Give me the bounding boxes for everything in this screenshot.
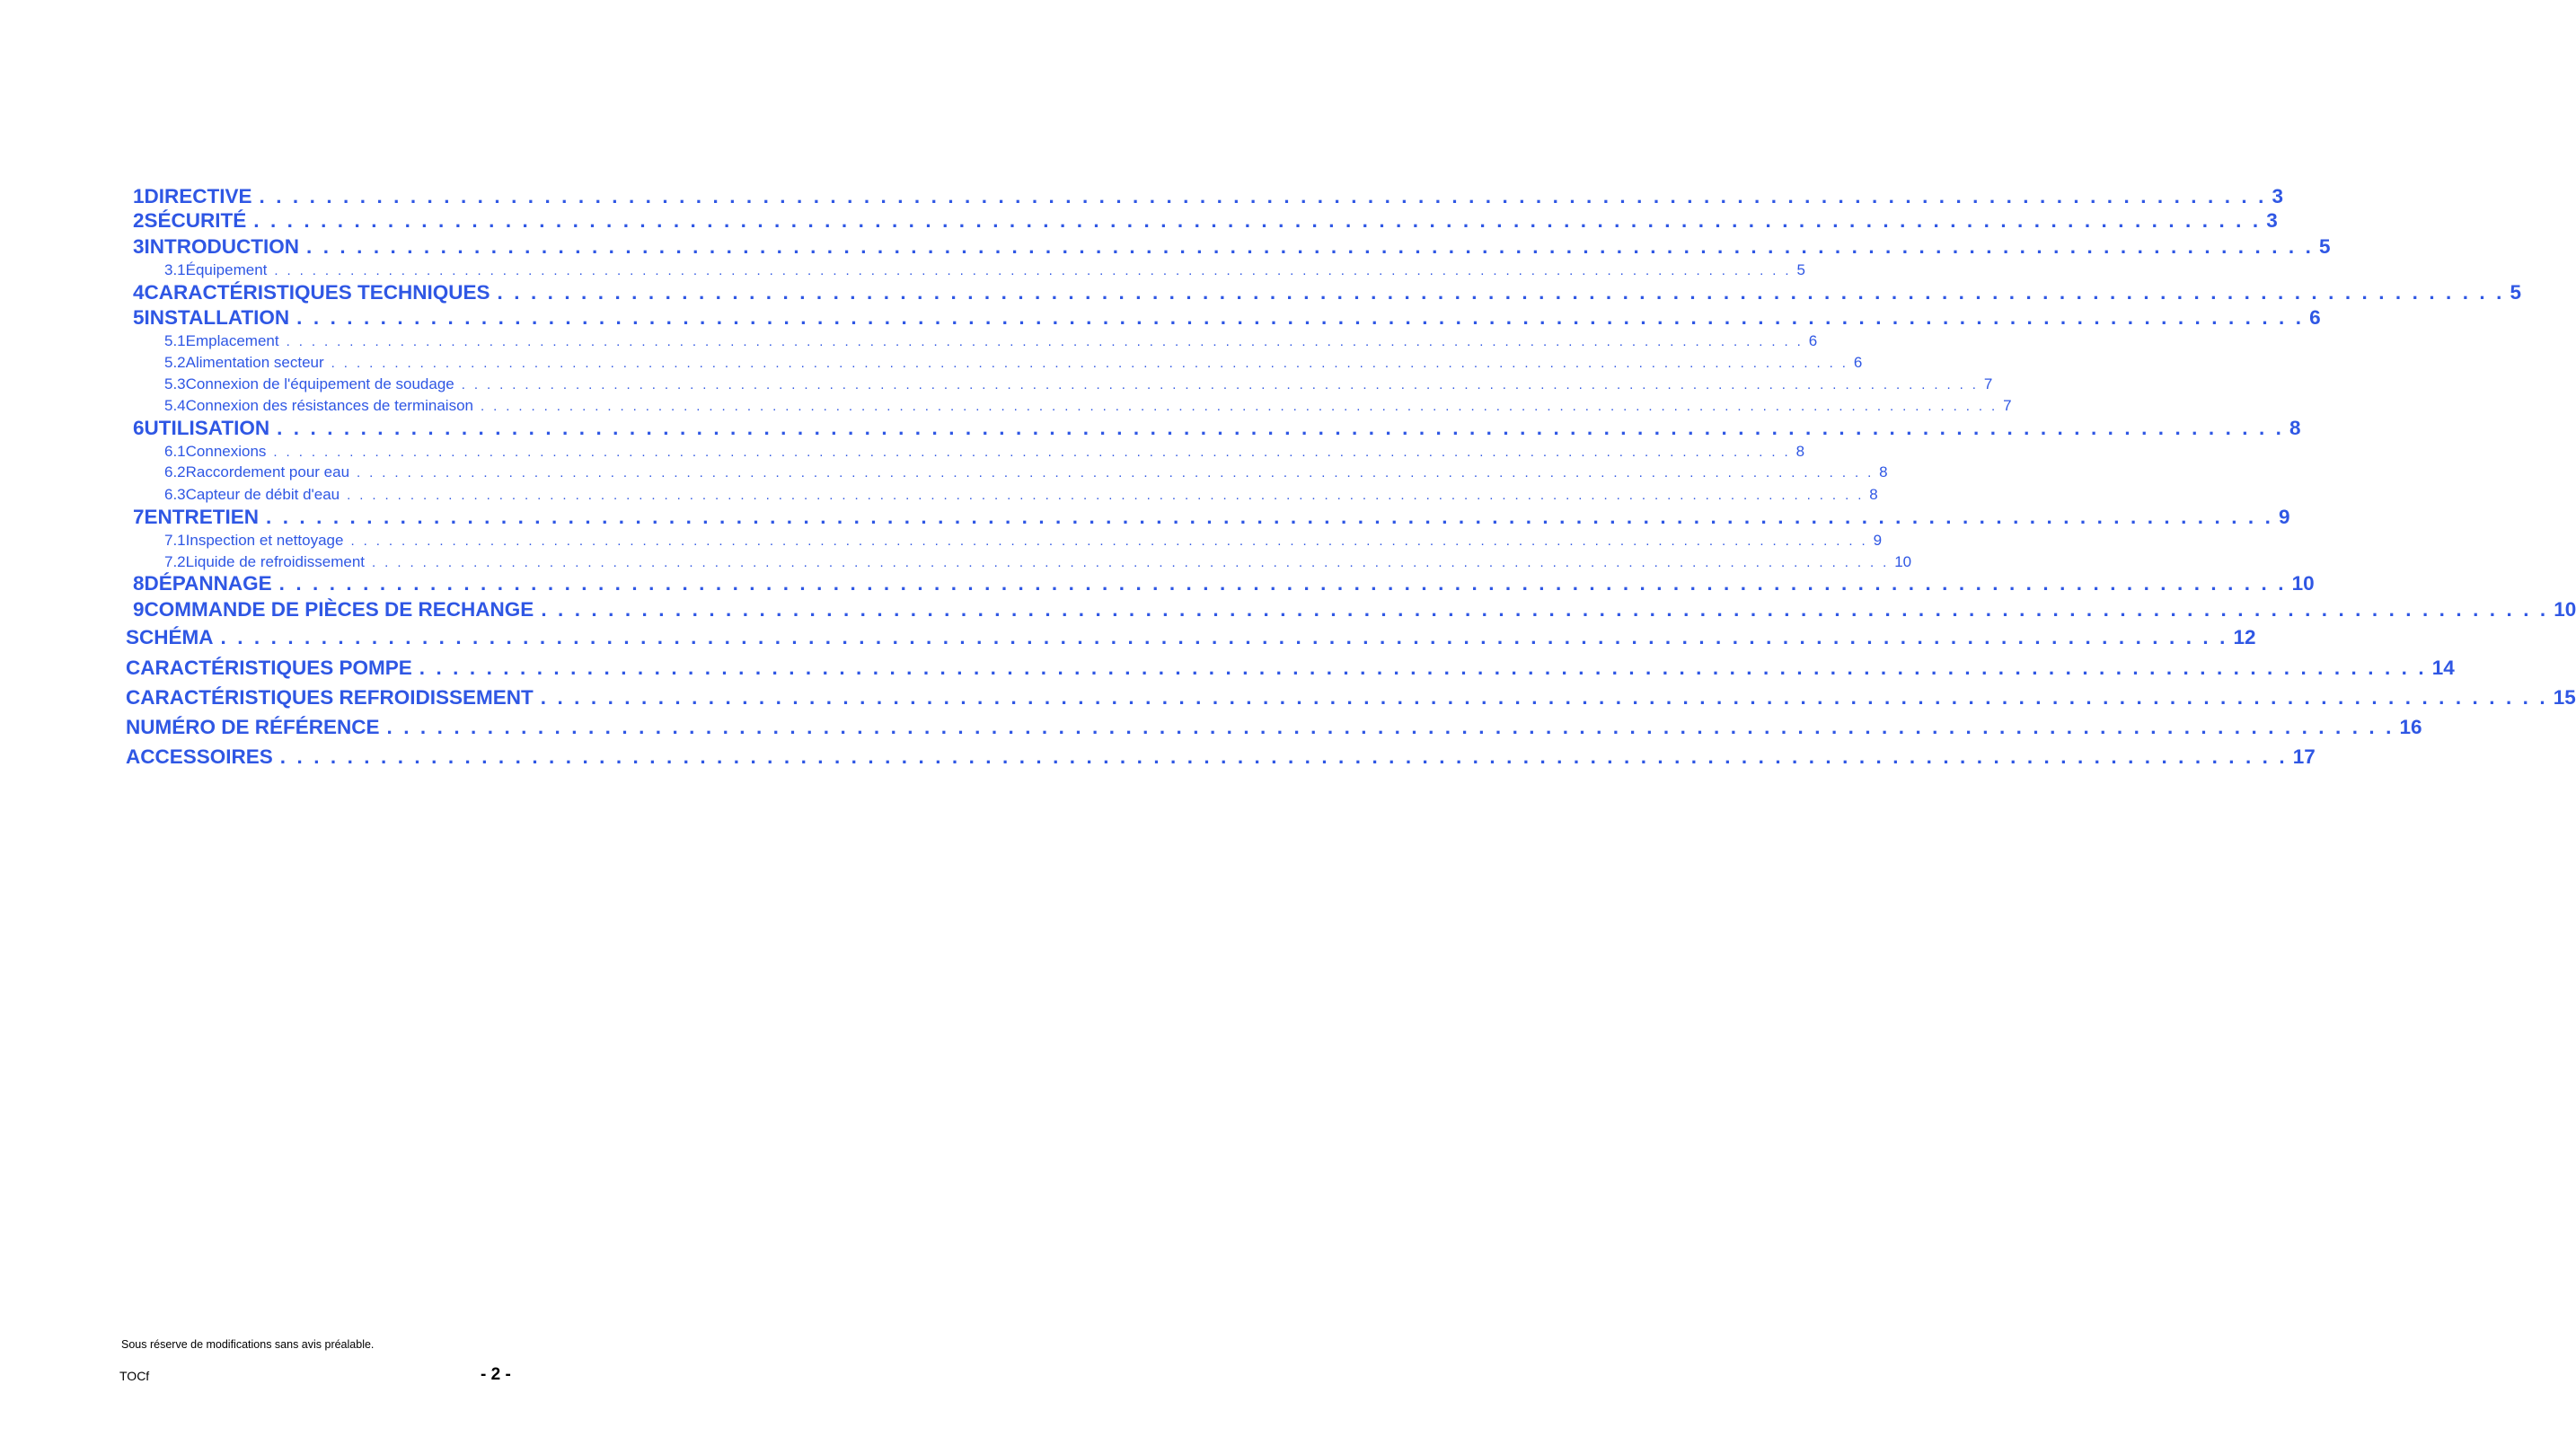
toc-entry-title: INSTALLATION	[144, 306, 290, 329]
toc-entry-title: Liquide de refroidissement	[185, 553, 366, 570]
toc-entry-title: Emplacement	[185, 332, 279, 349]
toc-entry-title: INTRODUCTION	[144, 235, 300, 258]
toc-entry-page: 8	[1795, 443, 1805, 460]
toc-dot-leader: . . . . . . . . . . . . . . . . . . . . . . . . . . . . . . . . . . . . . . . . . . . . . . . . . . . . . . . . . . . . . . . . . . . . . . . . . . . . . . . . . . . . . . . . . . . . . . . . . . . . . . . . . . . . . . . . . . . . . . . .	[541, 598, 2549, 621]
toc-dot-leader: . . . . . . . . . . . . . . . . . . . . . . . . . . . . . . . . . . . . . . . . . . . . . . . . . . . . . . . . . . . . . . . . . . . . . . . . . . . . . . . . . . . . . . . . . . . . . . . . . . . . . . . . . . . . . . . . . . . . . . . .	[461, 377, 1979, 392]
toc-entry-number: 5	[133, 306, 145, 329]
toc-entry-page: 17	[2292, 745, 2316, 768]
toc-dot-leader: . . . . . . . . . . . . . . . . . . . . . . . . . . . . . . . . . . . . . . . . . . . . . . . . . . . . . . . . . . . . . . . . . . . . . . . . . . . . . . . . . . . . . . . . . . . . . . . . . . . . . . . . . . . . . . . . . . . . . . . .	[273, 445, 1791, 460]
toc-entry[interactable]	[133, 417, 2301, 442]
toc-dot-leader: . . . . . . . . . . . . . . . . . . . . . . . . . . . . . . . . . . . . . . . . . . . . . . . . . . . . . . . . . . . . . . . . . . . . . . . . . . . . . . . . . . . . . . . . . . . . . . . . . . . . . . . . . . . . . . . . . . . . . . . .	[357, 465, 1875, 480]
toc-entry-title: SÉCURITÉ	[144, 209, 247, 232]
toc-entry-page: 14	[2431, 657, 2455, 679]
toc-entry-number: 5.2	[164, 354, 186, 371]
toc-entry-page: 3	[2266, 209, 2278, 232]
toc-entry-page: 10	[1894, 553, 1912, 570]
toc-entry-title: Alimentation secteur	[185, 354, 324, 371]
toc-dot-leader: . . . . . . . . . . . . . . . . . . . . . . . . . . . . . . . . . . . . . . . . . . . . . . . . . . . . . . . . . . . . . . . . . . . . . . . . . . . . . . . . . . . . . . . . . . . . . . . . . . . . . . . . . . . . . . . . . . . . . . . .	[306, 235, 2314, 258]
toc-entry-page: 15	[2553, 686, 2576, 709]
toc-dot-leader: . . . . . . . . . . . . . . . . . . . . . . . . . . . . . . . . . . . . . . . . . . . . . . . . . . . . . . . . . . . . . . . . . . . . . . . . . . . . . . . . . . . . . . . . . . . . . . . . . . . . . . . . . . . . . . . . . . . . . . . .	[296, 306, 2305, 329]
toc-entry-number: 6.1	[164, 443, 186, 460]
toc-entry[interactable]	[164, 532, 1883, 551]
toc-entry[interactable]	[133, 572, 2315, 597]
toc-entry-number: 7.1	[164, 532, 186, 549]
toc-entry[interactable]	[133, 506, 2290, 531]
toc-dot-leader: . . . . . . . . . . . . . . . . . . . . . . . . . . . . . . . . . . . . . . . . . . . . . . . . . . . . . . . . . . . . . . . . . . . . . . . . . . . . . . . . . . . . . . . . . . . . . . . . . . . . . . . . . . . . . . . . . . . . . . . .	[286, 334, 1804, 349]
toc-entry-title: Connexion de l'équipement de soudage	[185, 375, 454, 392]
toc-entry-title: UTILISATION	[144, 417, 270, 439]
toc-entry-number: 9	[133, 598, 145, 621]
toc-entry[interactable]	[164, 354, 1863, 374]
toc-dot-leader: . . . . . . . . . . . . . . . . . . . . . . . . . . . . . . . . . . . . . . . . . . . . . . . . . . . . . . . . . . . . . . . . . . . . . . . . . . . . . . . . . . . . . . . . . . . . . . . . . . . . . . . . . . . . . . . . . . . . . . . .	[350, 533, 1868, 549]
toc-entry-title: DÉPANNAGE	[144, 572, 272, 595]
toc-entry-page: 10	[2291, 572, 2315, 595]
toc-dot-leader: . . . . . . . . . . . . . . . . . . . . . . . . . . . . . . . . . . . . . . . . . . . . . . . . . . . . . . . . . . . . . . . . . . . . . . . . . . . . . . . . . . . . . . . . . . . . . . . . . . . . . . . . . . . . . . . . . . . . . . . .	[347, 488, 1865, 503]
footer-page-number: - 2 -	[481, 1365, 511, 1384]
toc-entry[interactable]	[126, 745, 2316, 771]
toc-entry-title: ACCESSOIRES	[126, 745, 273, 768]
toc-entry-page: 5	[1796, 261, 1805, 278]
toc-entry-title: Connexion des résistances de terminaison	[185, 397, 473, 414]
toc-entry-page: 8	[1879, 463, 1888, 480]
toc-entry-number: 6	[133, 417, 145, 439]
toc-dot-leader: . . . . . . . . . . . . . . . . . . . . . . . . . . . . . . . . . . . . . . . . . . . . . . . . . . . . . . . . . . . . . . . . . . . . . . . . . . . . . . . . . . . . . . . . . . . . . . . . . . . . . . . . . . . . . . . . . . . . . . . .	[259, 185, 2267, 207]
toc-entry-title: CARACTÉRISTIQUES TECHNIQUES	[144, 281, 490, 304]
footer-note: Sous réserve de modifications sans avis préalable.	[121, 1338, 375, 1351]
toc-dot-leader: . . . . . . . . . . . . . . . . . . . . . . . . . . . . . . . . . . . . . . . . . . . . . . . . . . . . . . . . . . . . . . . . . . . . . . . . . . . . . . . . . . . . . . . . . . . . . . . . . . . . . . . . . . . . . . . . . . . . . . . .	[277, 417, 2285, 439]
toc-entry-title: DIRECTIVE	[144, 185, 252, 207]
toc-entry[interactable]	[164, 397, 2012, 417]
toc-entry-number: 6.3	[164, 486, 186, 503]
toc-entry-number: 3	[133, 235, 145, 258]
toc-entry-page: 5	[2510, 281, 2522, 304]
toc-entry-number: 3.1	[164, 261, 186, 278]
toc-entry-number: 1	[133, 185, 145, 207]
toc-entry-page: 5	[2318, 235, 2331, 258]
toc-entry[interactable]	[164, 375, 1993, 395]
toc-dot-leader: . . . . . . . . . . . . . . . . . . . . . . . . . . . . . . . . . . . . . . . . . . . . . . . . . . . . . . . . . . . . . . . . . . . . . . . . . . . . . . . . . . . . . . . . . . . . . . . . . . . . . . . . . . . . . . . . . . . . . . . .	[279, 745, 2288, 768]
toc-entry-page: 7	[1983, 375, 1993, 392]
toc-entry[interactable]	[133, 281, 2522, 306]
toc-entry-number: 2	[133, 209, 145, 232]
toc-entry-page: 3	[2272, 185, 2283, 207]
toc-entry-number: 5.1	[164, 332, 186, 349]
toc-dot-leader: . . . . . . . . . . . . . . . . . . . . . . . . . . . . . . . . . . . . . . . . . . . . . . . . . . . . . . . . . . . . . . . . . . . . . . . . . . . . . . . . . . . . . . . . . . . . . . . . . . . . . . . . . . . . . . . . . . . . . . . .	[253, 209, 2262, 232]
toc-entry-title: Raccordement pour eau	[185, 463, 350, 480]
toc-entry-number: 5.3	[164, 375, 186, 392]
toc-dot-leader: . . . . . . . . . . . . . . . . . . . . . . . . . . . . . . . . . . . . . . . . . . . . . . . . . . . . . . . . . . . . . . . . . . . . . . . . . . . . . . . . . . . . . . . . . . . . . . . . . . . . . . . . . . . . . . . . . . . . . . . .	[540, 686, 2548, 709]
toc-entry[interactable]	[133, 598, 2576, 623]
toc-entry[interactable]	[164, 443, 1805, 463]
toc-entry-title: Connexions	[185, 443, 267, 460]
toc-entry-title: Inspection et nettoyage	[185, 532, 344, 549]
toc-entry-page: 7	[2003, 397, 2012, 414]
toc-entry[interactable]	[133, 209, 2278, 234]
toc-dot-leader: . . . . . . . . . . . . . . . . . . . . . . . . . . . . . . . . . . . . . . . . . . . . . . . . . . . . . . . . . . . . . . . . . . . . . . . . . . . . . . . . . . . . . . . . . . . . . . . . . . . . . . . . . . . . . . . . . . . . . . . .	[274, 263, 1792, 278]
toc-entry[interactable]	[126, 716, 2422, 741]
toc-entry-page: 10	[2554, 598, 2576, 621]
toc-entry-title: CARACTÉRISTIQUES POMPE	[126, 657, 412, 679]
toc-entry-title: Équipement	[185, 261, 268, 278]
toc-entry-page: 8	[2289, 417, 2301, 439]
toc-dot-leader: . . . . . . . . . . . . . . . . . . . . . . . . . . . . . . . . . . . . . . . . . . . . . . . . . . . . . . . . . . . . . . . . . . . . . . . . . . . . . . . . . . . . . . . . . . . . . . . . . . . . . . . . . . . . . . . . . . . . . . . .	[278, 572, 2287, 595]
toc-entry-number: 8	[133, 572, 145, 595]
toc-entry-number: 7.2	[164, 553, 186, 570]
toc-entry-page: 6	[1808, 332, 1818, 349]
toc-entry[interactable]	[164, 261, 1805, 281]
toc-entry-page: 8	[1869, 486, 1878, 503]
toc-entry-title: ENTRETIEN	[144, 506, 260, 528]
toc-entry-page: 9	[2278, 506, 2290, 528]
toc-entry-title: CARACTÉRISTIQUES REFROIDISSEMENT	[126, 686, 534, 709]
toc-entry-number: 5.4	[164, 397, 186, 414]
toc-entry[interactable]	[164, 463, 1888, 483]
toc-entry-number: 4	[133, 281, 145, 304]
toc-dot-leader: . . . . . . . . . . . . . . . . . . . . . . . . . . . . . . . . . . . . . . . . . . . . . . . . . . . . . . . . . . . . . . . . . . . . . . . . . . . . . . . . . . . . . . . . . . . . . . . . . . . . . . . . . . . . . . . . . . . . . . . .	[419, 657, 2427, 679]
toc-entry[interactable]	[133, 185, 2283, 210]
footer-document-code: TOCf	[119, 1369, 150, 1383]
toc-entry-number: 6.2	[164, 463, 186, 480]
toc-entry[interactable]	[126, 626, 2256, 651]
toc-dot-leader: . . . . . . . . . . . . . . . . . . . . . . . . . . . . . . . . . . . . . . . . . . . . . . . . . . . . . . . . . . . . . . . . . . . . . . . . . . . . . . . . . . . . . . . . . . . . . . . . . . . . . . . . . . . . . . . . . . . . . . . .	[331, 356, 1848, 371]
toc-entry[interactable]	[164, 553, 1912, 573]
toc-entry-title: Capteur de débit d'eau	[185, 486, 340, 503]
toc-entry[interactable]	[164, 486, 1878, 506]
toc-dot-leader: . . . . . . . . . . . . . . . . . . . . . . . . . . . . . . . . . . . . . . . . . . . . . . . . . . . . . . . . . . . . . . . . . . . . . . . . . . . . . . . . . . . . . . . . . . . . . . . . . . . . . . . . . . . . . . . . . . . . . . . .	[266, 506, 2273, 528]
toc-entry-page: 16	[2399, 716, 2422, 738]
toc-entry[interactable]	[126, 657, 2455, 682]
toc-dot-leader: . . . . . . . . . . . . . . . . . . . . . . . . . . . . . . . . . . . . . . . . . . . . . . . . . . . . . . . . . . . . . . . . . . . . . . . . . . . . . . . . . . . . . . . . . . . . . . . . . . . . . . . . . . . . . . . . . . . . . . . .	[372, 555, 1890, 570]
toc-dot-leader: . . . . . . . . . . . . . . . . . . . . . . . . . . . . . . . . . . . . . . . . . . . . . . . . . . . . . . . . . . . . . . . . . . . . . . . . . . . . . . . . . . . . . . . . . . . . . . . . . . . . . . . . . . . . . . . . . . . . . . . .	[497, 281, 2505, 304]
toc-entry-number: 7	[133, 506, 145, 528]
toc-dot-leader: . . . . . . . . . . . . . . . . . . . . . . . . . . . . . . . . . . . . . . . . . . . . . . . . . . . . . . . . . . . . . . . . . . . . . . . . . . . . . . . . . . . . . . . . . . . . . . . . . . . . . . . . . . . . . . . . . . . . . . . .	[480, 399, 1998, 414]
toc-entry[interactable]	[126, 686, 2576, 711]
toc-entry-title: NUMÉRO DE RÉFÉRENCE	[126, 716, 380, 738]
toc-entry-page: 12	[2233, 626, 2256, 648]
toc-entry[interactable]	[164, 332, 1818, 352]
toc-entry-page: 9	[1873, 532, 1883, 549]
toc-entry-title: COMMANDE DE PIÈCES DE RECHANGE	[144, 598, 534, 621]
toc-entry[interactable]	[133, 306, 2321, 331]
toc-entry-page: 6	[2309, 306, 2321, 329]
toc-entry[interactable]	[133, 235, 2331, 260]
toc-entry-page: 6	[1853, 354, 1863, 371]
toc-entry-title: SCHÉMA	[126, 626, 214, 648]
toc-dot-leader: . . . . . . . . . . . . . . . . . . . . . . . . . . . . . . . . . . . . . . . . . . . . . . . . . . . . . . . . . . . . . . . . . . . . . . . . . . . . . . . . . . . . . . . . . . . . . . . . . . . . . . . . . . . . . . . . . . . . . . . .	[386, 716, 2395, 738]
toc-dot-leader: . . . . . . . . . . . . . . . . . . . . . . . . . . . . . . . . . . . . . . . . . . . . . . . . . . . . . . . . . . . . . . . . . . . . . . . . . . . . . . . . . . . . . . . . . . . . . . . . . . . . . . . . . . . . . . . . . . . . . . . .	[220, 626, 2228, 648]
